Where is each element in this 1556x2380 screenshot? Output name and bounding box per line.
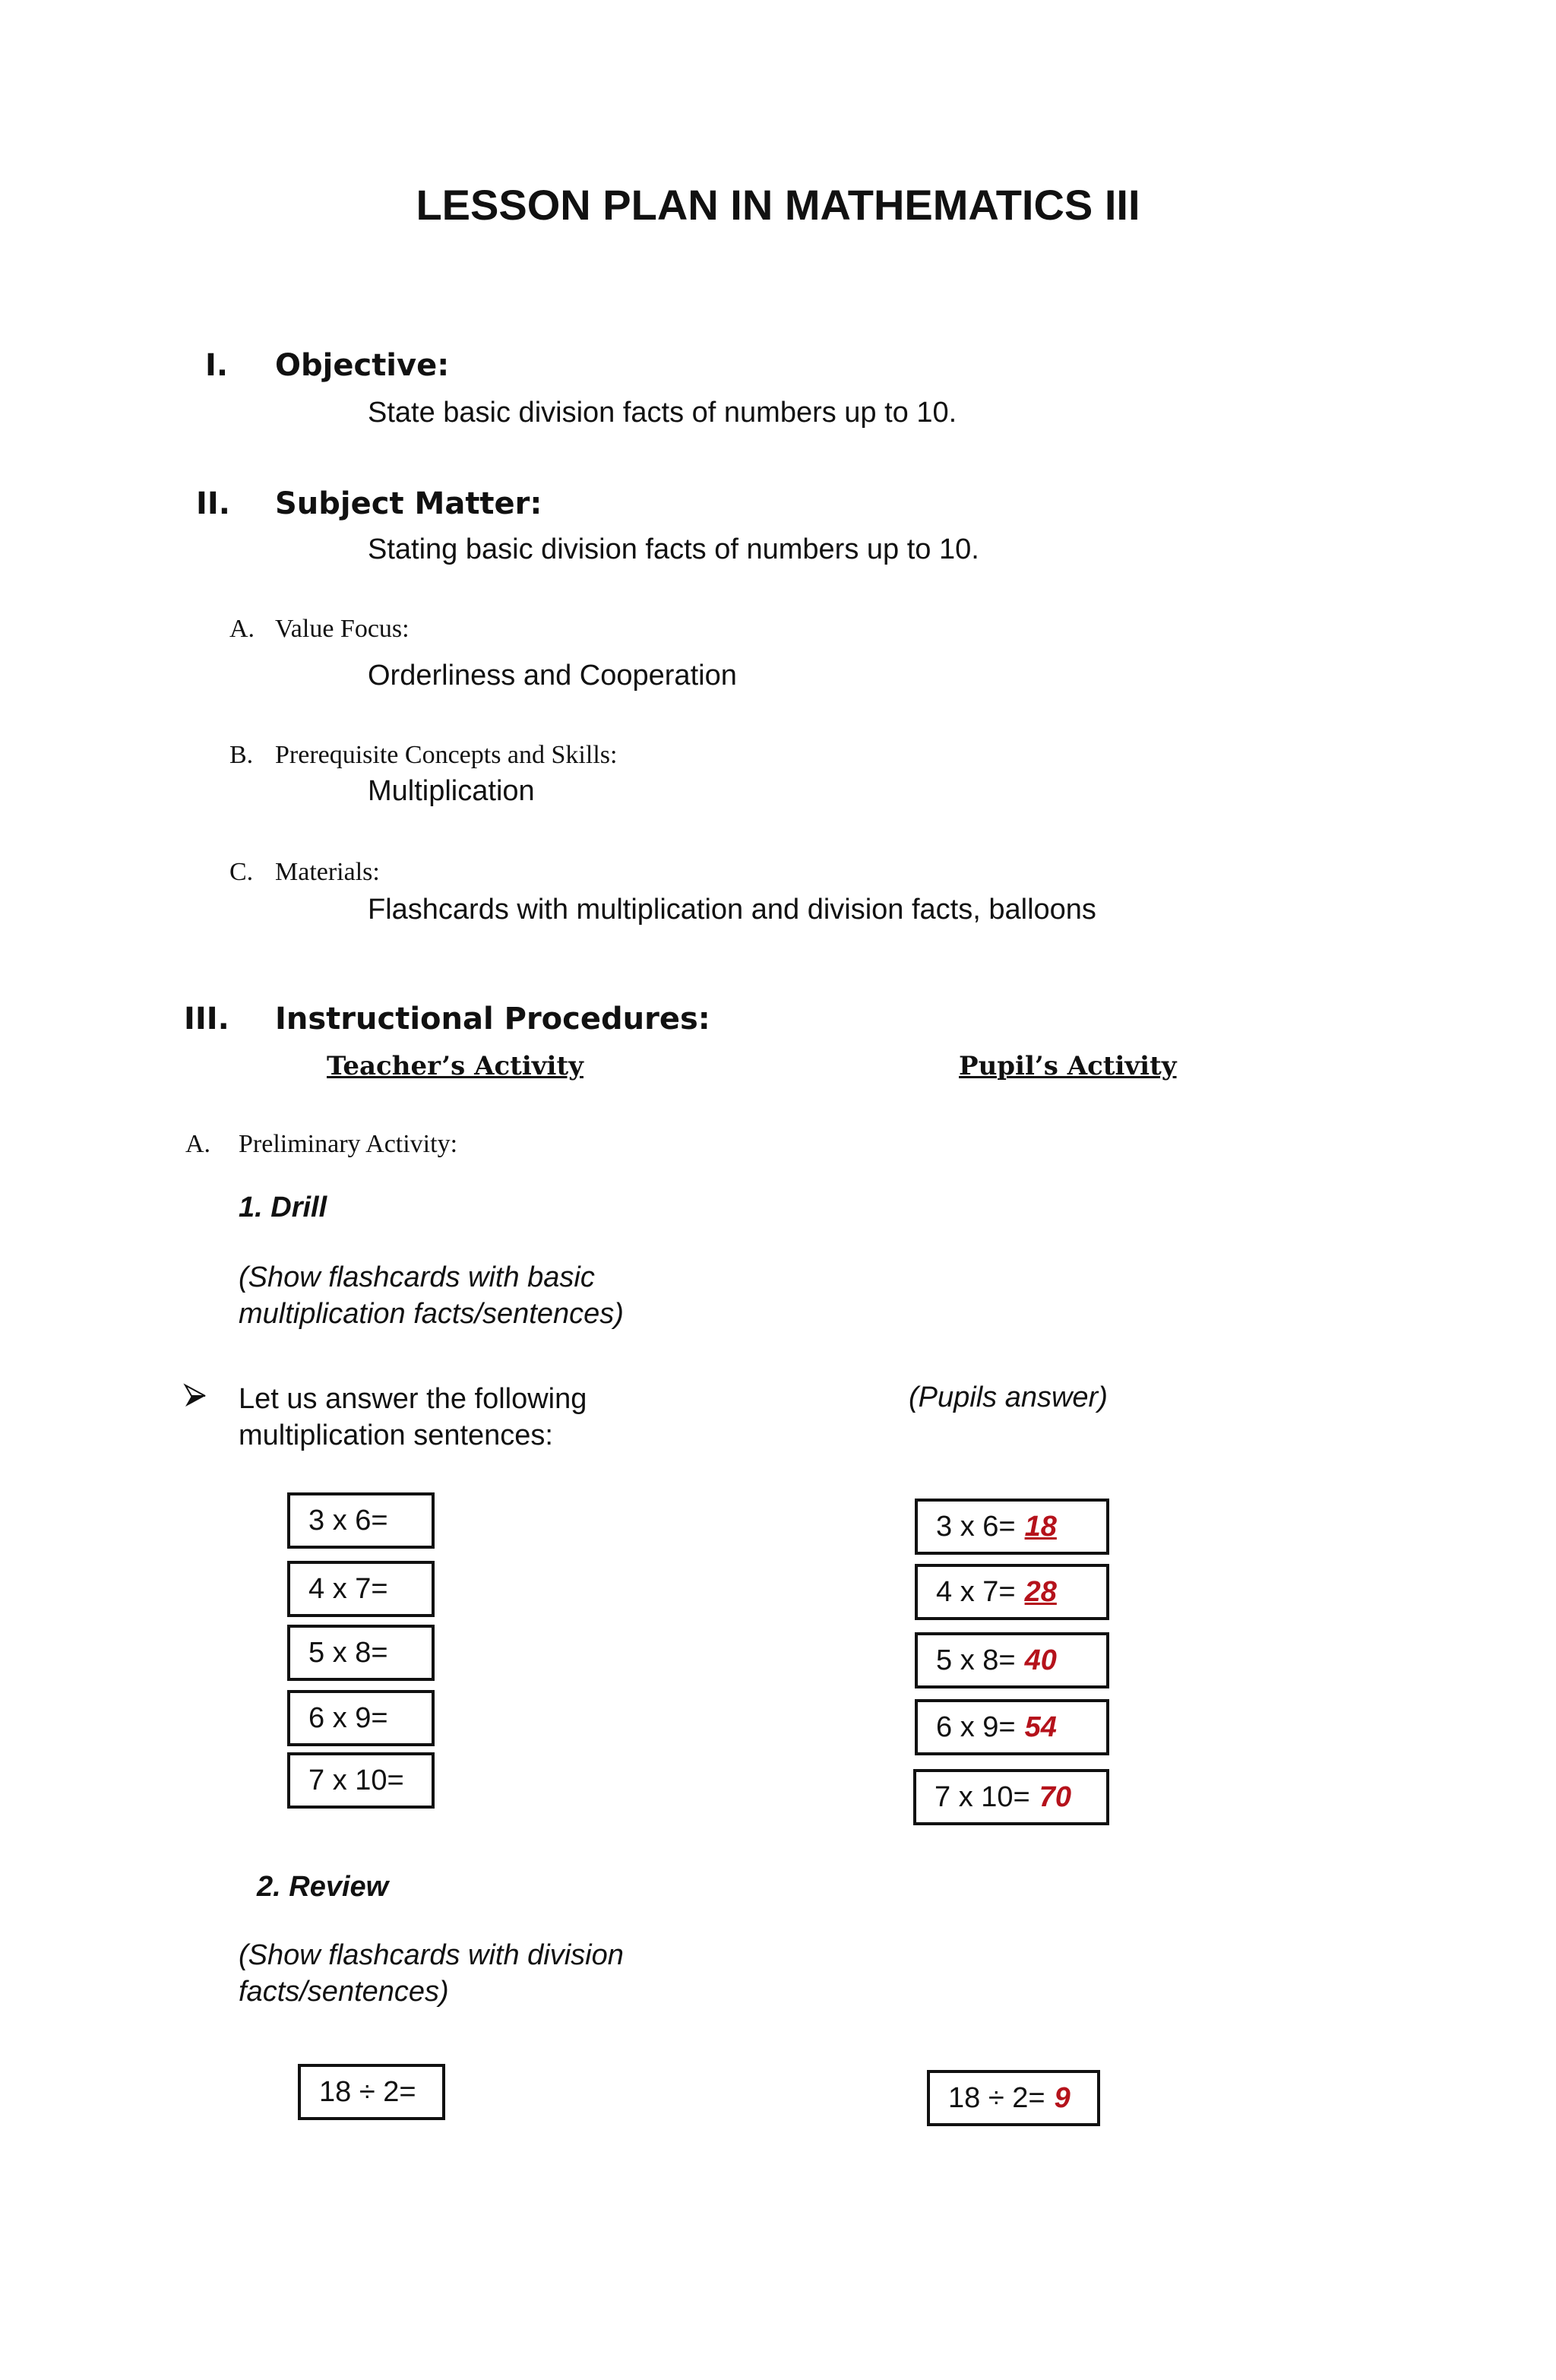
flashcard-text: 7 x 10= (308, 1764, 404, 1796)
subject-matter-heading: Subject Matter: (275, 486, 542, 521)
teacher-activity-heading: Teacher’s Activity (327, 1051, 584, 1081)
objective-heading: Objective: (275, 348, 450, 383)
preliminary-heading: Preliminary Activity: (239, 1130, 458, 1158)
flashcard-text: 18 ÷ 2= (319, 2075, 416, 2108)
value-focus-text: Orderliness and Cooperation (368, 660, 737, 692)
drill-note-line2: multiplication facts/sentences) (239, 1298, 624, 1330)
flashcard-answer (913, 1769, 1109, 1825)
review-heading: 2. Review (257, 1871, 389, 1903)
value-focus-letter: A. (229, 615, 255, 643)
materials-letter: C. (229, 858, 254, 886)
answer-value: 9 (1054, 2081, 1071, 2114)
materials-text: Flashcards with multiplication and division facts, balloons (368, 894, 1096, 926)
flashcard-text: 4 x 7= (936, 1575, 1016, 1608)
flashcard-text: 5 x 8= (308, 1636, 388, 1669)
section-numeral-procedures: III. (184, 1002, 229, 1037)
section-numeral-objective: I. (205, 348, 229, 383)
answer-value: 18 (1024, 1510, 1057, 1543)
flashcard-text: 4 x 7= (308, 1572, 388, 1605)
flashcard-question (287, 1625, 435, 1681)
drill-prompt-line2: multiplication sentences: (239, 1419, 553, 1451)
answer-value: 70 (1039, 1780, 1071, 1813)
procedures-heading: Instructional Procedures: (275, 1002, 710, 1037)
preliminary-letter: A. (185, 1130, 211, 1158)
flashcard-answer (915, 1699, 1109, 1755)
flashcard-text: 6 x 9= (308, 1701, 388, 1734)
flashcard-text: 3 x 6= (936, 1510, 1016, 1543)
objective-text: State basic division facts of numbers up to 10. (368, 397, 957, 429)
drill-prompt-line1: Let us answer the following (239, 1383, 587, 1415)
answer-value: 54 (1024, 1711, 1057, 1743)
drill-heading: 1. Drill (239, 1192, 327, 1223)
flashcard-text: 18 ÷ 2= (948, 2081, 1045, 2114)
prerequisite-text: Multiplication (368, 775, 535, 807)
review-flashcard-question (298, 2064, 445, 2120)
section-numeral-subject-matter: II. (196, 486, 230, 521)
review-note-line2: facts/sentences) (239, 1976, 449, 2008)
flashcard-question (287, 1492, 435, 1549)
flashcard-answer (915, 1499, 1109, 1555)
prerequisite-letter: B. (229, 741, 254, 769)
arrow-bullet-icon (182, 1383, 208, 1415)
subject-matter-text: Stating basic division facts of numbers up to 10. (368, 533, 979, 565)
prerequisite-heading: Prerequisite Concepts and Skills: (275, 741, 618, 769)
flashcard-answer (915, 1564, 1109, 1620)
flashcard-question (287, 1752, 435, 1809)
page-title: LESSON PLAN IN MATHEMATICS III (416, 181, 1140, 229)
flashcard-question (287, 1690, 435, 1746)
pupil-activity-heading: Pupil’s Activity (959, 1051, 1177, 1081)
answer-value: 40 (1024, 1644, 1057, 1676)
flashcard-answer (915, 1632, 1109, 1688)
review-flashcard-answer (927, 2070, 1100, 2126)
flashcard-text: 7 x 10= (935, 1780, 1030, 1813)
pupils-answer-note: (Pupils answer) (909, 1381, 1108, 1413)
drill-note-line1: (Show flashcards with basic (239, 1261, 595, 1293)
answer-value: 28 (1024, 1575, 1057, 1608)
flashcard-text: 6 x 9= (936, 1711, 1016, 1743)
flashcard-question (287, 1561, 435, 1617)
value-focus-heading: Value Focus: (275, 615, 410, 643)
materials-heading: Materials: (275, 858, 380, 886)
review-note-line1: (Show flashcards with division (239, 1939, 624, 1971)
flashcard-text: 3 x 6= (308, 1504, 388, 1537)
flashcard-text: 5 x 8= (936, 1644, 1016, 1676)
